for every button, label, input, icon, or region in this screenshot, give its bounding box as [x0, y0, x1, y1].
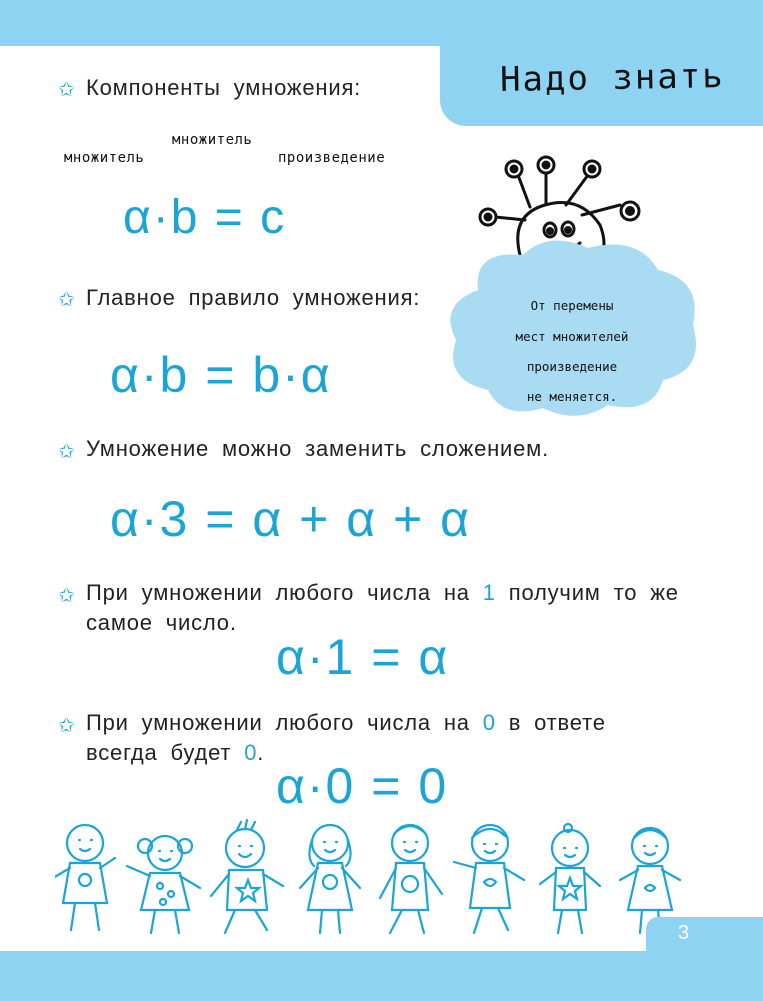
label-multiplier: множитель	[172, 132, 253, 148]
cloud-line: мест множителей	[515, 329, 629, 344]
kids-illustration	[55, 818, 695, 938]
text: всегда будет	[86, 740, 232, 765]
formula: α·0 = 0	[276, 758, 449, 814]
label-product: произведение	[278, 150, 386, 166]
section-text: самое число.	[86, 610, 237, 635]
formula: α·3 = α + α + α	[110, 491, 472, 547]
section-text: Умножение можно заменить сложением.	[86, 436, 550, 461]
star-icon: ✩	[58, 441, 75, 463]
star-icon: ✩	[58, 585, 75, 607]
star-icon: ✩	[58, 715, 75, 737]
cloud-line: От перемены	[530, 298, 614, 313]
text: получим то же	[508, 580, 679, 605]
section-text	[86, 580, 686, 606]
section-text: Компоненты умножения:	[86, 75, 362, 100]
highlight-number: 0	[482, 710, 496, 735]
page-number-tab	[646, 917, 763, 957]
section-text	[86, 710, 686, 736]
text: .	[257, 740, 265, 765]
formula: α·b = b·α	[110, 347, 332, 403]
cloud-line: произведение	[526, 359, 618, 374]
text: При умножении любого числа на	[86, 710, 470, 735]
formula: α·b = c	[123, 191, 287, 244]
formula: α·1 = α	[276, 629, 450, 685]
star-icon: ✩	[58, 79, 75, 101]
page-number: 3	[678, 922, 690, 944]
section-text	[86, 740, 264, 766]
page-title: Надо знать	[499, 56, 726, 100]
highlight-number: 1	[482, 580, 496, 605]
text: При умножении любого числа на	[86, 580, 470, 605]
section-text: Главное правило умножения:	[86, 285, 421, 310]
label-multiplier: множитель	[64, 150, 145, 166]
highlight-number: 0	[244, 740, 258, 765]
cloud-line: не меняется.	[526, 389, 618, 404]
text: в ответе	[508, 710, 606, 735]
bottom-band	[0, 951, 763, 1001]
star-icon: ✩	[58, 289, 75, 311]
